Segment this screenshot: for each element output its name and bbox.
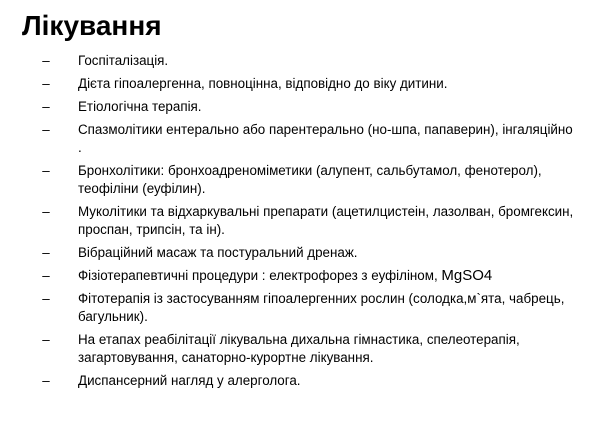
list-item xyxy=(0,372,600,390)
list-item xyxy=(0,75,600,93)
bullet-dash: – xyxy=(42,373,50,388)
list-item xyxy=(0,98,600,116)
list-item xyxy=(0,203,600,239)
item-text: Фізіотерапевтичні процедури : електрофорез з еуфіліном, xyxy=(78,268,442,283)
list-item xyxy=(0,244,600,262)
bullet-dash: – xyxy=(42,291,50,306)
list-item xyxy=(0,52,600,70)
list-item xyxy=(0,162,600,198)
list-item xyxy=(0,331,600,367)
bullet-dash: – xyxy=(42,76,50,91)
item-text: Дієта гіпоалергенна, повноцінна, відповідно до віку дитини. xyxy=(78,76,448,91)
item-text: Фітотерапія із застосуванням гіпоалергенних рослин (солодка,м`ята, чабрець, багульник). xyxy=(78,291,565,324)
treatment-list xyxy=(0,52,600,395)
list-item xyxy=(0,290,600,326)
bullet-dash: – xyxy=(42,53,50,68)
bullet-dash: – xyxy=(42,163,50,178)
bullet-dash: – xyxy=(42,332,50,347)
bullet-dash: – xyxy=(42,204,50,219)
item-text: Диспансерний нагляд у алерголога. xyxy=(78,373,301,388)
item-text: Спазмолітики ентерально або парентерально (но-шпа, папаверин), інгаляційно . xyxy=(78,122,573,155)
bullet-dash: – xyxy=(42,245,50,260)
bullet-dash: – xyxy=(42,99,50,114)
list-item xyxy=(0,267,600,285)
item-formula: MgSO4 xyxy=(441,267,493,284)
slide-title: Лікування xyxy=(22,10,162,41)
item-text: Муколітики та відхаркувальні препарати (ацетилцистеін, лазолван, бромгексин, проспан, трипсін, та ін). xyxy=(78,204,574,237)
item-text: На етапах реабілітації лікувальна дихальна гімнастика, спелеотерапія, загартовування, санаторно-курортне лікування. xyxy=(78,332,520,365)
item-text: Вібраційний масаж та постуральний дренаж. xyxy=(78,245,358,260)
bullet-dash: – xyxy=(42,268,50,283)
list-item xyxy=(0,121,600,157)
item-text: Госпіталізація. xyxy=(78,53,169,68)
bullet-dash: – xyxy=(42,122,50,137)
item-text: Етіологічна терапія. xyxy=(78,99,202,114)
item-text: Бронхолітики: бронхоадреноміметики (алупент, сальбутамол, фенотерол), теофіліни (еуфілин). xyxy=(78,163,542,196)
